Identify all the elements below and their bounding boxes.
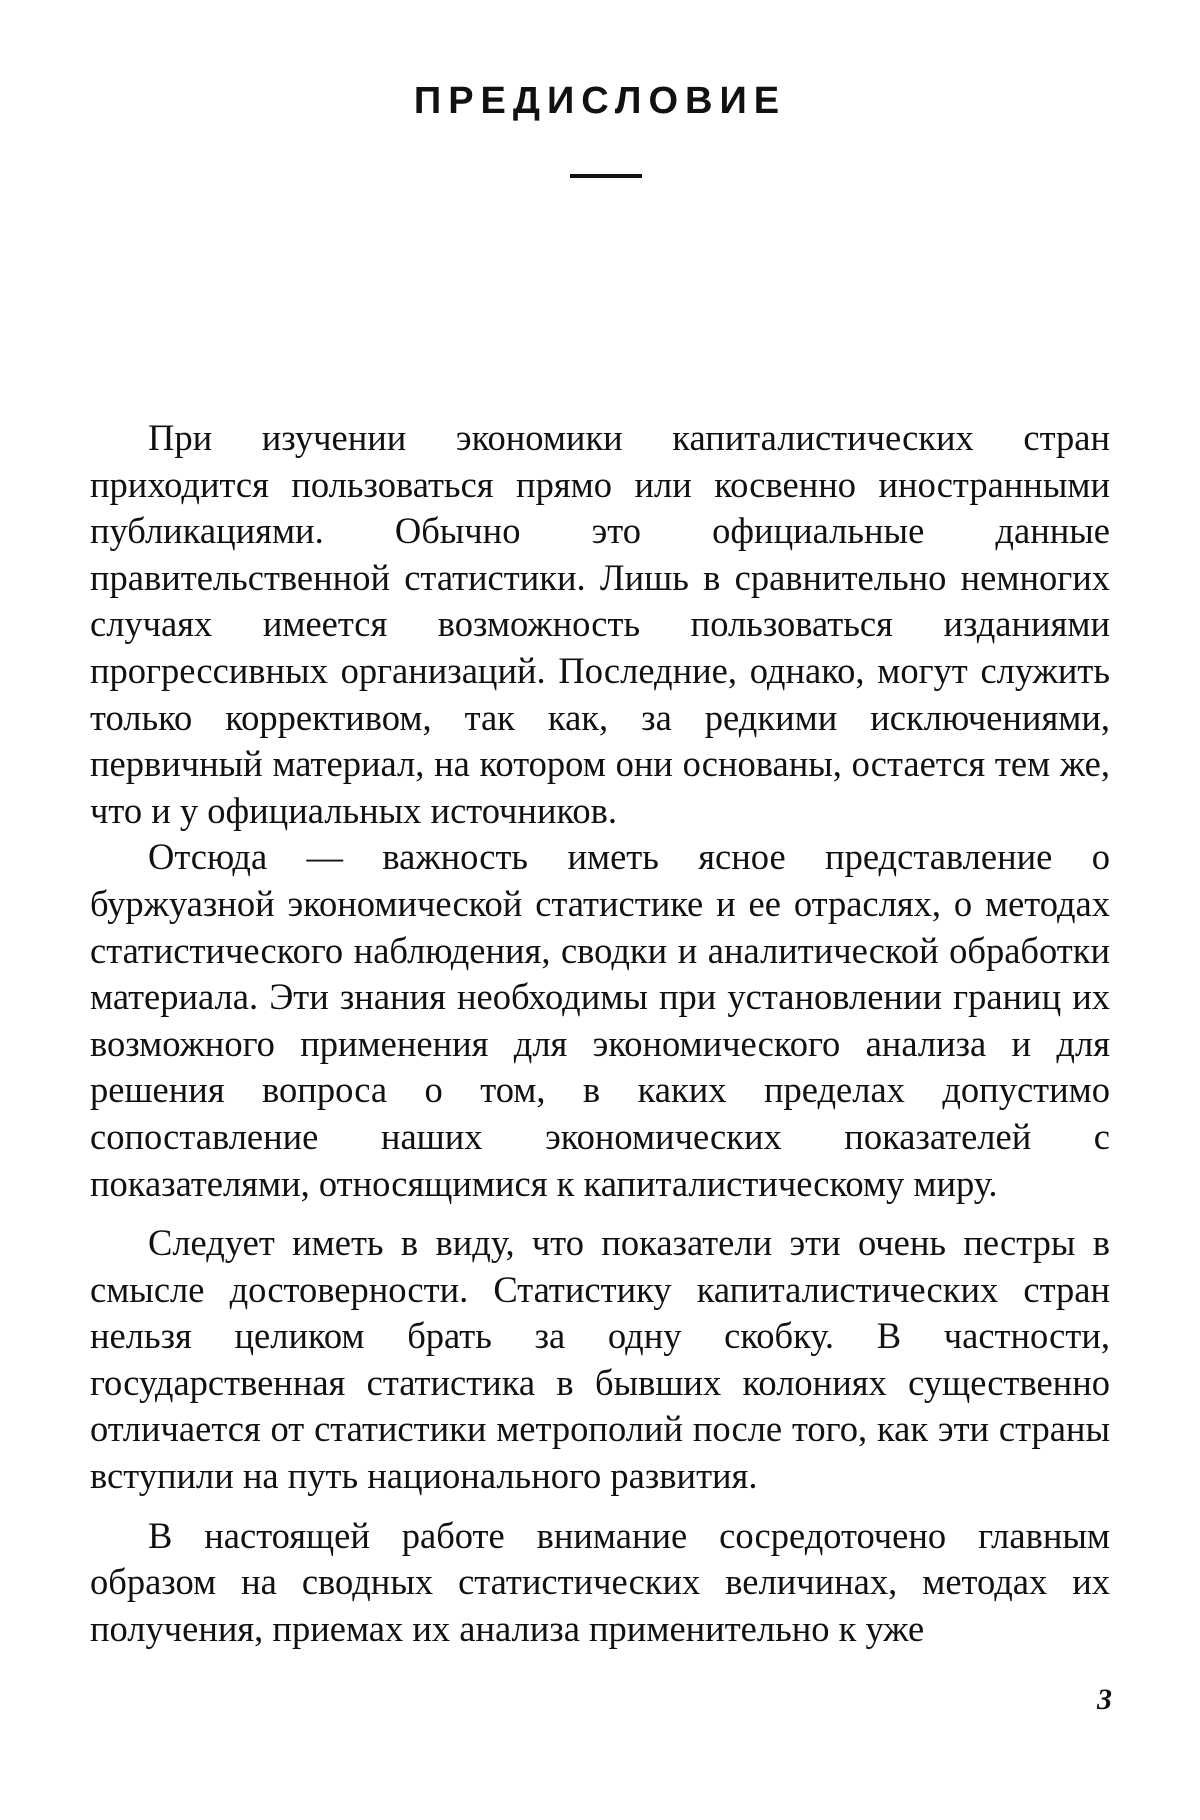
paragraph-3: Следует иметь в виду, что показатели эти очень пестры в смысле достоверности. Статистику капиталистических стран нельзя целиком брать за одну скобку. В частности, государственная статистика в бывших колониях существенно отличается от статистики метрополий после того, как эти страны вступили на путь национального развития. — [90, 1222, 1110, 1497]
body-text — [90, 415, 1110, 1652]
paragraph-4: В настоящей работе внимание сосредоточено главным образом на сводных статистических величинах, методах их получения, приемах их анализа применительно к уже — [90, 1514, 1110, 1649]
paragraph-2: Отсюда — важность иметь ясное представление о буржуазной экономической статистике и ее отраслях, о методах статистического наблюдения, сводки и аналитической обработки материала. Эти знания необходимы при установлении границ их возможного применения для экономического анализа и для решения вопроса о том, в каких пределах допустимо сопоставление наших экономических показателей с показателями, относящимися к капиталистическому миру. — [90, 836, 1110, 1204]
paragraph-1: При изучении экономики капиталистических стран приходится пользоваться прямо или косвенно иностранными публикациями. Обычно это официальные данные правительственной статистики. Лишь в сравнительно немногих случаях имеется возможность пользоваться изданиями прогрессивных организаций. Последние, однако, могут служить только коррективом, так как, за редкими исключениями, первичный материал, на котором они основаны, остается тем же, что и у официальных источников. — [90, 417, 1110, 831]
page-title: ПРЕДИСЛОВИЕ — [413, 80, 787, 122]
page-number: 3 — [1097, 1683, 1112, 1716]
title-divider — [570, 174, 642, 178]
